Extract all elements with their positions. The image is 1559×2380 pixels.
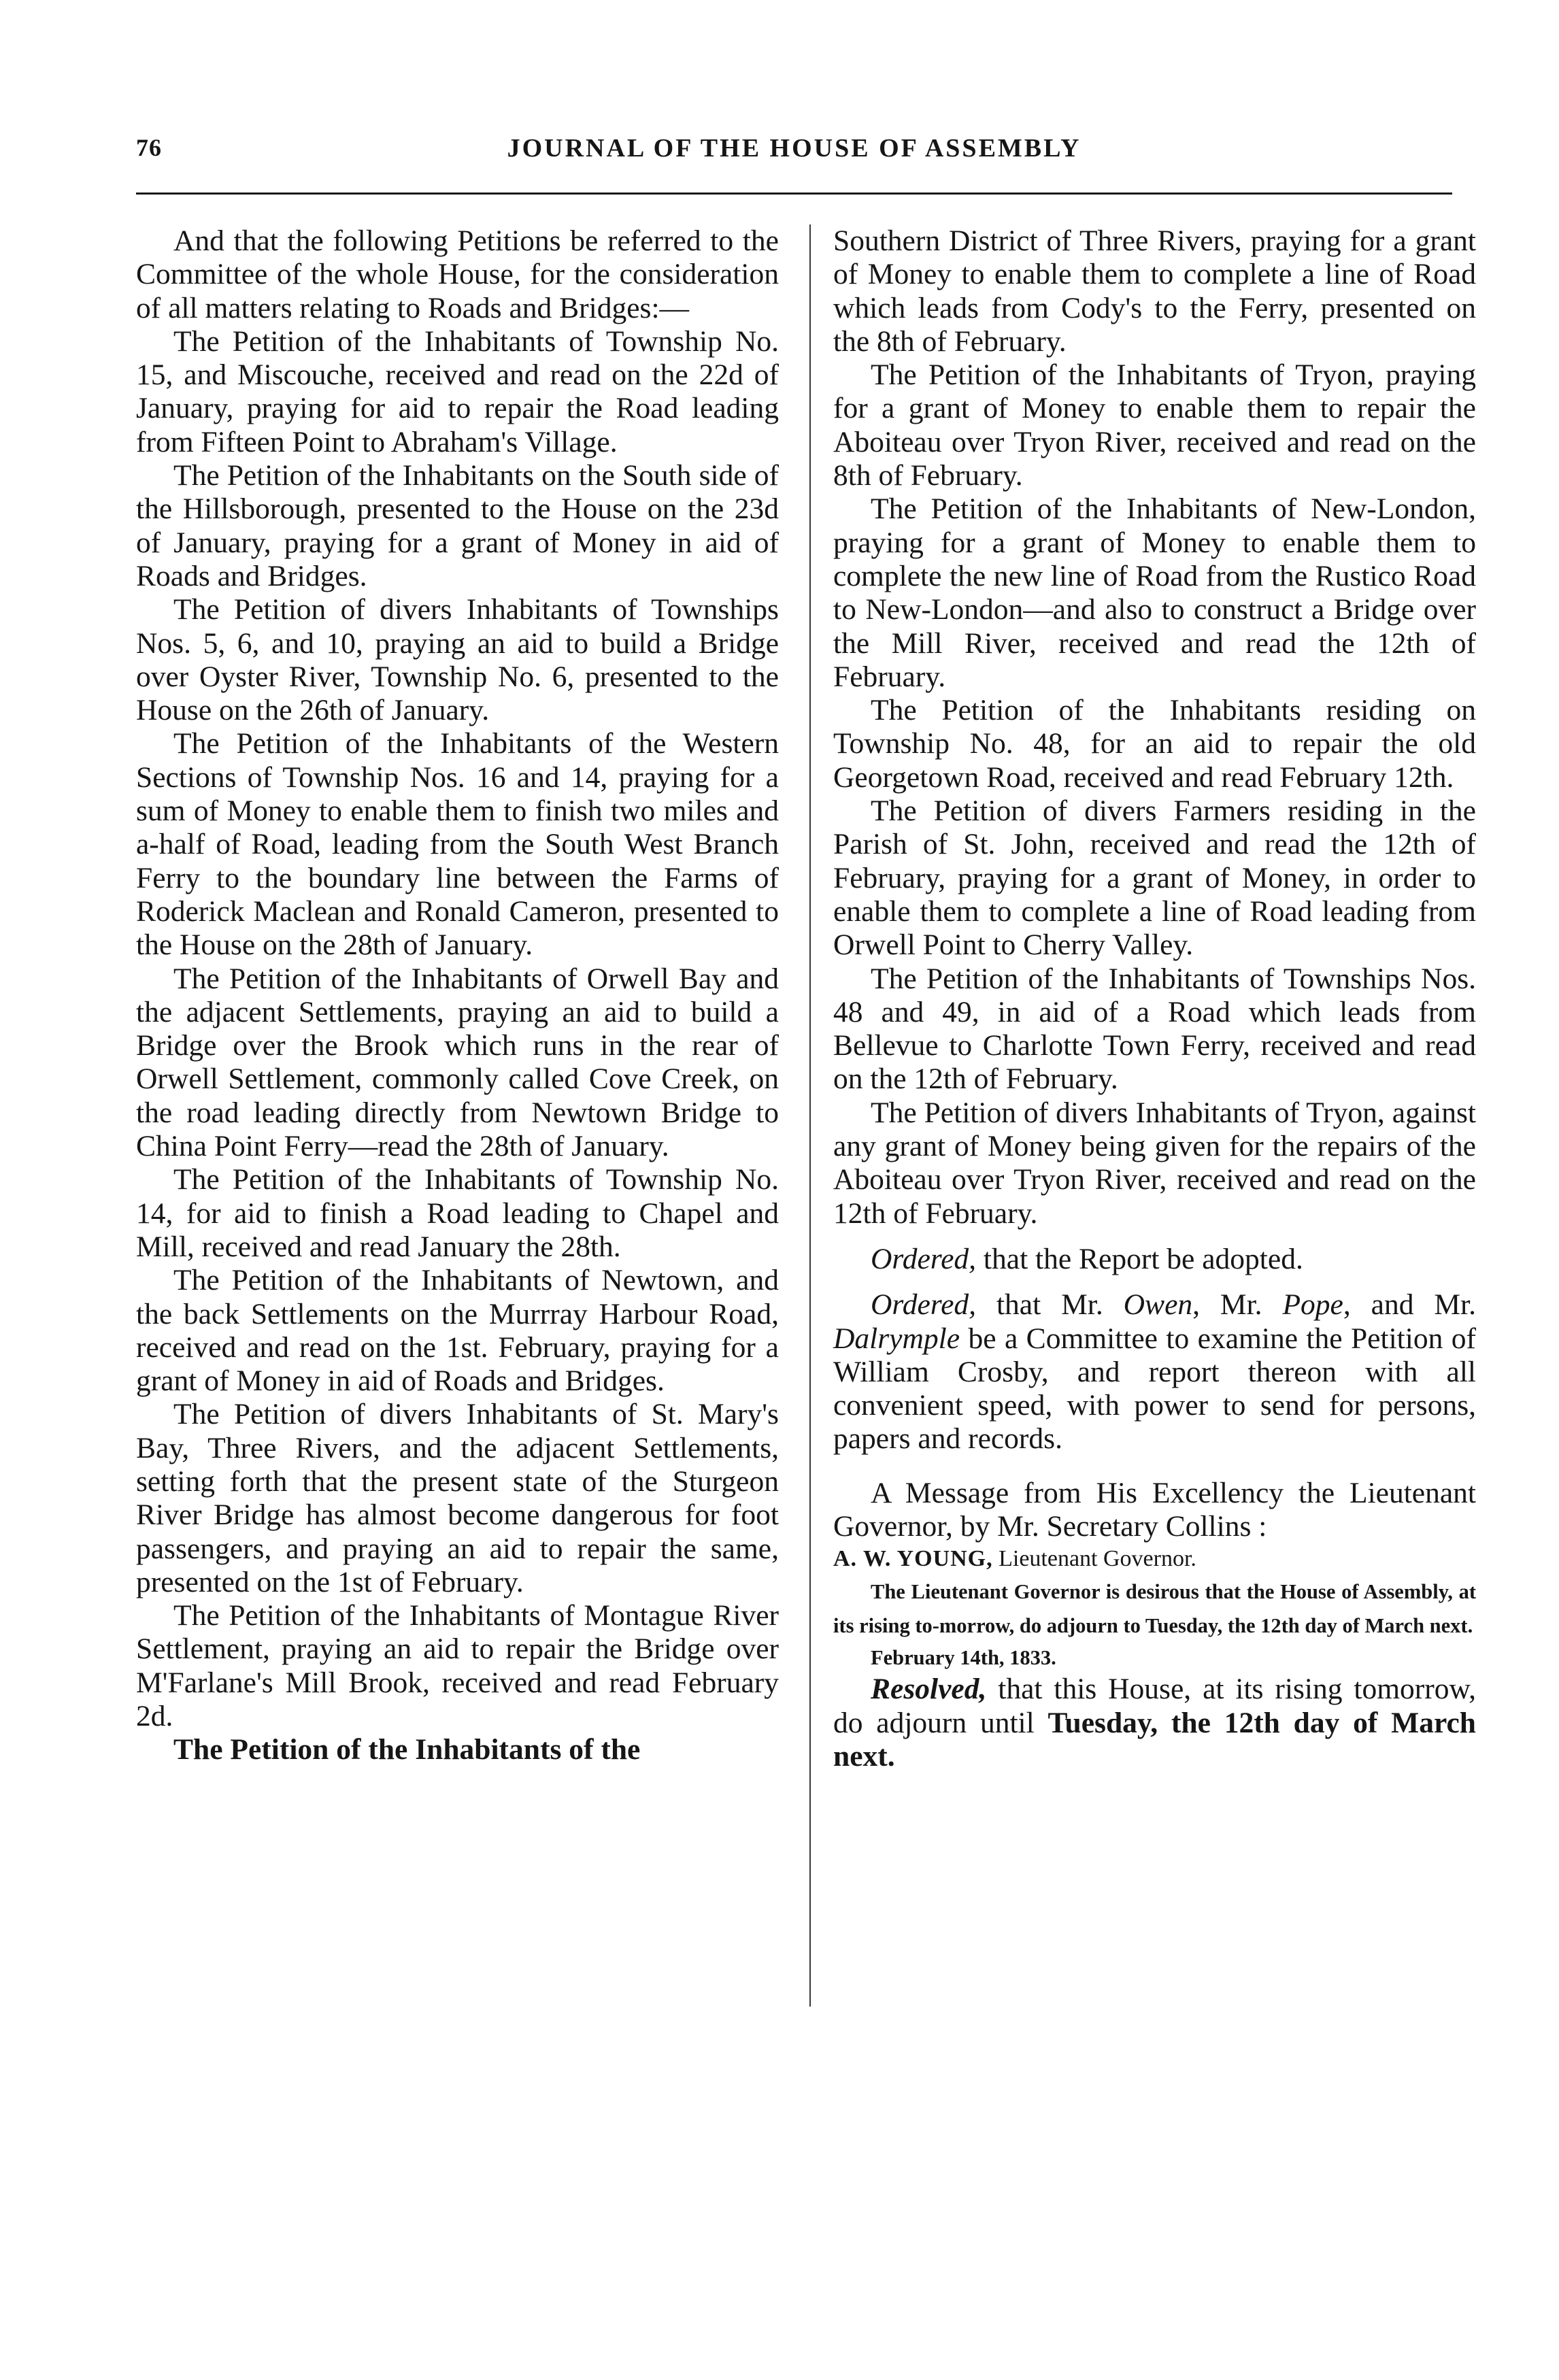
running-head [136, 133, 1452, 174]
petition-orwell-bay: The Petition of the Inhabitants of Orwell Bay and the adjacent Settlements, praying an aid to build a Bridge over the Brook which runs in the rear of Orwell Settlement, commonly called Cove Creek, on the road leading directly from Newtown Bridge to China Point Ferry—read the 28th of January. [136, 962, 779, 1163]
page-number: 76 [136, 134, 162, 161]
ordered-label-2: Ordered, [871, 1288, 977, 1322]
petition-tryon-against: The Petition of divers Inhabitants of Tryon, against any grant of Money being given for the repairs of the Aboiteau over Tryon River, received and read on the 12th of February. [833, 1096, 1476, 1230]
petition-st-john: The Petition of divers Farmers residing in the Parish of St. John, received and read the 12th of February, praying for a grant of Money, in order to enable them to complete a line of Road leading from Orwell Point to Cherry Valley. [833, 794, 1476, 962]
petition-montague-river: The Petition of the Inhabitants of Montague River Settlement, praying an aid to repair the Bridge over M'Farlane's Mill Brook, received and read February 2d. [136, 1599, 779, 1733]
journal-title: JOURNAL OF THE HOUSE OF ASSEMBLY [507, 134, 1082, 163]
petition-oyster-river: The Petition of divers Inhabitants of Townships Nos. 5, 6, and 10, praying an aid to build a Bridge over Oyster River, Township No. 6, presented to the House on the 26th of January. [136, 593, 779, 727]
petition-st-marys-bay: The Petition of divers Inhabitants of St. Mary's Bay, Three Rivers, and the adjacent Settlements, setting forth that the present state of the Sturgeon River Bridge has almost become dangerous for foot passengers, and praying an aid to repair the same, presented on the 1st of February. [136, 1398, 779, 1598]
member-pope: Pope [1282, 1288, 1343, 1322]
signature-title: Lieutenant Governor. [992, 1546, 1196, 1572]
signature-name: A. W. YOUNG, [833, 1546, 993, 1572]
petition-newtown: The Petition of the Inhabitants of Newtown, and the back Settlements on the Murrray Harbour Road, received and read on the 1st. February, praying for a grant of Money in aid of Roads and Bridges. [136, 1264, 779, 1398]
order-committee-text-c: , and Mr. [1343, 1288, 1476, 1322]
column-divider [809, 224, 811, 2007]
petition-township-15: The Petition of the Inhabitants of Township No. 15, and Miscouche, received and read on the 22d of January, praying for aid to repair the Road leading from Fifteen Point to Abraham's Village. [136, 324, 779, 458]
resolved-label: Resolved, [871, 1673, 987, 1706]
message-signature [833, 1543, 1476, 1575]
resolution-text-a: that this House, at its rising tomorrow, do adjourn until [833, 1673, 1476, 1739]
member-dalrymple: Dalrymple [833, 1322, 960, 1355]
petition-hillsborough: The Petition of the Inhabitants on the South side of the Hillsborough, presented to the House on the 23d of January, praying for a grant of Money in aid of Roads and Bridges. [136, 459, 779, 592]
message-date: February 14th, 1833. [871, 1646, 1056, 1670]
message-body: The Lieutenant Governor is desirous that the House of Assembly, at its rising to-morrow, do adjourn to Tuesday, the 12th day of March next. [833, 1580, 1476, 1638]
ordered-text: that the Report be adopted. [976, 1242, 1303, 1275]
petition-three-rivers-start: The Petition of the Inhabitants of the [173, 1733, 641, 1766]
right-column [833, 224, 1476, 1773]
paragraph-referral: And that the following Petitions be referred to the Committee of the whole House, for the consideration of all matters relating to Roads and Bridges:— [136, 224, 779, 324]
resolution-text-b: Tuesday, the 12th day of March next. [833, 1706, 1476, 1773]
order-committee-text-d: be a Committee to examine the Petition of William Crosby, and report thereon with all convenient speed, with power to send for persons, papers and records. [833, 1322, 1476, 1456]
petition-township-14: The Petition of the Inhabitants of Township No. 14, for aid to finish a Road leading to Chapel and Mill, received and read January the 28th. [136, 1163, 779, 1263]
petition-three-rivers-cont: Southern District of Three Rivers, praying for a grant of Money to enable them to complete a line of Road which leads from Cody's to the Ferry, presented on the 8th of February. [833, 224, 1476, 358]
left-column [136, 224, 779, 1767]
header-rule [136, 192, 1452, 195]
order-report-adopted [833, 1243, 1476, 1276]
resolution [833, 1673, 1476, 1773]
member-owen: Owen [1123, 1288, 1193, 1322]
petition-new-london: The Petition of the Inhabitants of New-London, praying for a grant of Money to enable them to complete the new line of Road from the Rustico Road to New-London—and also to construct a Bridge over the Mill River, received and read the 12th of February. [833, 492, 1476, 693]
petition-township-48: The Petition of the Inhabitants residing on Township No. 48, for an aid to repair the old Georgetown Road, received and read February 12th. [833, 694, 1476, 794]
ordered-label: Ordered, [871, 1242, 977, 1275]
petition-western-sections: The Petition of the Inhabitants of the Western Sections of Township Nos. 16 and 14, praying for a sum of Money to enable them to finish two miles and a-half of Road, leading from the South West Branch Ferry to the boundary line between the Farms of Roderick Maclean and Ronald Cameron, presented to the House on the 28th of January. [136, 727, 779, 962]
order-committee [833, 1288, 1476, 1456]
message-intro: A Message from His Excellency the Lieutenant Governor, by Mr. Secretary Collins : [833, 1476, 1476, 1543]
order-committee-text-b: , Mr. [1192, 1288, 1283, 1322]
petition-townships-48-49: The Petition of the Inhabitants of Townships Nos. 48 and 49, in aid of a Road which leads from Bellevue to Charlotte Town Ferry, received and read on the 12th of February. [833, 962, 1476, 1096]
order-committee-text-a: that Mr. [976, 1288, 1124, 1322]
petition-tryon: The Petition of the Inhabitants of Tryon, praying for a grant of Money to enable them to repair the Aboiteau over Tryon River, received and read on the 8th of February. [833, 358, 1476, 492]
